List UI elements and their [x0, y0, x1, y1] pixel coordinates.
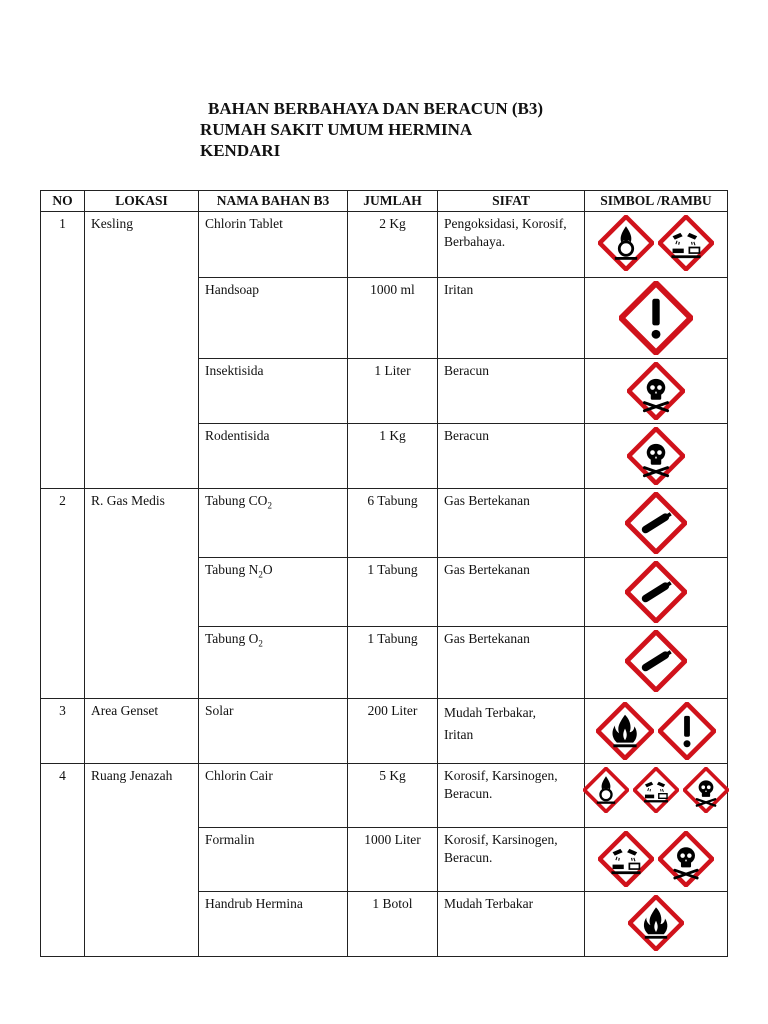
cell-no: 3 — [41, 699, 85, 764]
cell-sifat: Pengoksidasi, Korosif, Berbahaya. — [438, 212, 585, 278]
header-sifat: SIFAT — [438, 191, 585, 212]
oxidizer-icon — [598, 215, 654, 271]
cell-nama: Insektisida — [199, 359, 348, 424]
cell-jumlah: 1 Tabung — [348, 627, 438, 699]
cell-sifat: Iritan — [438, 278, 585, 359]
header-lokasi: LOKASI — [85, 191, 199, 212]
gas-cylinder-icon — [625, 561, 687, 623]
cell-nama: Chlorin Cair — [199, 764, 348, 828]
cell-nama-subscript: 2 — [258, 638, 263, 649]
corrosive-icon — [633, 767, 679, 813]
cell-jumlah: 2 Kg — [348, 212, 438, 278]
cell-lokasi: Ruang Jenazah — [85, 764, 199, 957]
cell-jumlah: 6 Tabung — [348, 489, 438, 558]
table-row — [41, 489, 728, 558]
header-jumlah: JUMLAH — [348, 191, 438, 212]
cell-simbol — [585, 212, 728, 278]
skull-crossbones-icon — [658, 831, 714, 887]
cell-nama-base: Tabung O — [205, 631, 259, 646]
cell-simbol — [585, 892, 728, 957]
cell-sifat: Mudah Terbakar — [438, 892, 585, 957]
cell-jumlah: 1 Tabung — [348, 558, 438, 627]
title-line-1: BAHAN BERBAHAYA DAN BERACUN (B3) — [208, 99, 544, 118]
cell-nama-tail: O — [262, 562, 273, 577]
cell-sifat: Gas Bertekanan — [438, 627, 585, 699]
skull-crossbones-icon — [627, 362, 685, 420]
table-row — [41, 699, 728, 764]
skull-crossbones-icon — [627, 427, 685, 485]
cell-nama-base: Tabung CO — [205, 493, 268, 508]
exclamation-icon — [658, 702, 716, 760]
exclamation-icon — [619, 281, 693, 355]
cell-jumlah: 1 Kg — [348, 424, 438, 489]
cell-simbol — [585, 278, 728, 359]
header-nama-bahan: NAMA BAHAN B3 — [199, 191, 348, 212]
cell-nama: Solar — [199, 699, 348, 764]
corrosive-icon — [598, 831, 654, 887]
cell-lokasi: R. Gas Medis — [85, 489, 199, 699]
header-simbol: SIMBOL /RAMBU — [585, 191, 728, 212]
cell-jumlah: 200 Liter — [348, 699, 438, 764]
gas-cylinder-icon — [625, 492, 687, 554]
cell-nama-base: Tabung N — [205, 562, 259, 577]
title-line-2: RUMAH SAKIT UMUM HERMINA — [200, 120, 473, 139]
cell-sifat — [438, 699, 585, 764]
cell-jumlah: 1 Botol — [348, 892, 438, 957]
cell-nama-subscript: 2 — [267, 500, 272, 511]
cell-simbol — [585, 424, 728, 489]
cell-simbol — [585, 764, 728, 828]
flame-icon — [628, 895, 684, 951]
cell-sifat-line-2: Iritan — [444, 727, 474, 742]
cell-nama: Chlorin Tablet — [199, 212, 348, 278]
cell-simbol — [585, 828, 728, 892]
cell-nama: Handsoap — [199, 278, 348, 359]
corrosive-icon — [658, 215, 714, 271]
flame-icon — [596, 702, 654, 760]
cell-sifat: Korosif, Karsinogen, Beracun. — [438, 828, 585, 892]
cell-jumlah: 1000 Liter — [348, 828, 438, 892]
cell-sifat: Beracun — [438, 424, 585, 489]
cell-jumlah: 1 Liter — [348, 359, 438, 424]
cell-nama: Handrub Hermina — [199, 892, 348, 957]
table-row — [41, 212, 728, 278]
cell-sifat: Gas Bertekanan — [438, 558, 585, 627]
cell-nama: Formalin — [199, 828, 348, 892]
cell-simbol — [585, 699, 728, 764]
skull-crossbones-icon — [683, 767, 729, 813]
cell-lokasi: Area Genset — [85, 699, 199, 764]
cell-simbol — [585, 359, 728, 424]
cell-jumlah: 1000 ml — [348, 278, 438, 359]
cell-no: 1 — [41, 212, 85, 489]
header-no: NO — [41, 191, 85, 212]
cell-lokasi: Kesling — [85, 212, 199, 489]
cell-no: 4 — [41, 764, 85, 957]
cell-nama — [199, 558, 348, 627]
cell-sifat: Korosif, Karsinogen, Beracun. — [438, 764, 585, 828]
cell-nama: Rodentisida — [199, 424, 348, 489]
cell-nama — [199, 489, 348, 558]
gas-cylinder-icon — [625, 630, 687, 692]
cell-sifat: Beracun — [438, 359, 585, 424]
cell-sifat-line-1: Mudah Terbakar, — [444, 705, 536, 720]
oxidizer-icon — [583, 767, 629, 813]
cell-no: 2 — [41, 489, 85, 699]
table-row — [41, 764, 728, 828]
table-header-row — [41, 191, 728, 212]
cell-jumlah: 5 Kg — [348, 764, 438, 828]
b3-table — [40, 190, 728, 957]
document-title — [200, 98, 543, 161]
cell-nama-subscript: 2 — [258, 569, 263, 580]
cell-nama — [199, 627, 348, 699]
cell-simbol — [585, 627, 728, 699]
title-line-3: KENDARI — [200, 141, 281, 160]
cell-simbol — [585, 489, 728, 558]
cell-simbol — [585, 558, 728, 627]
cell-sifat: Gas Bertekanan — [438, 489, 585, 558]
